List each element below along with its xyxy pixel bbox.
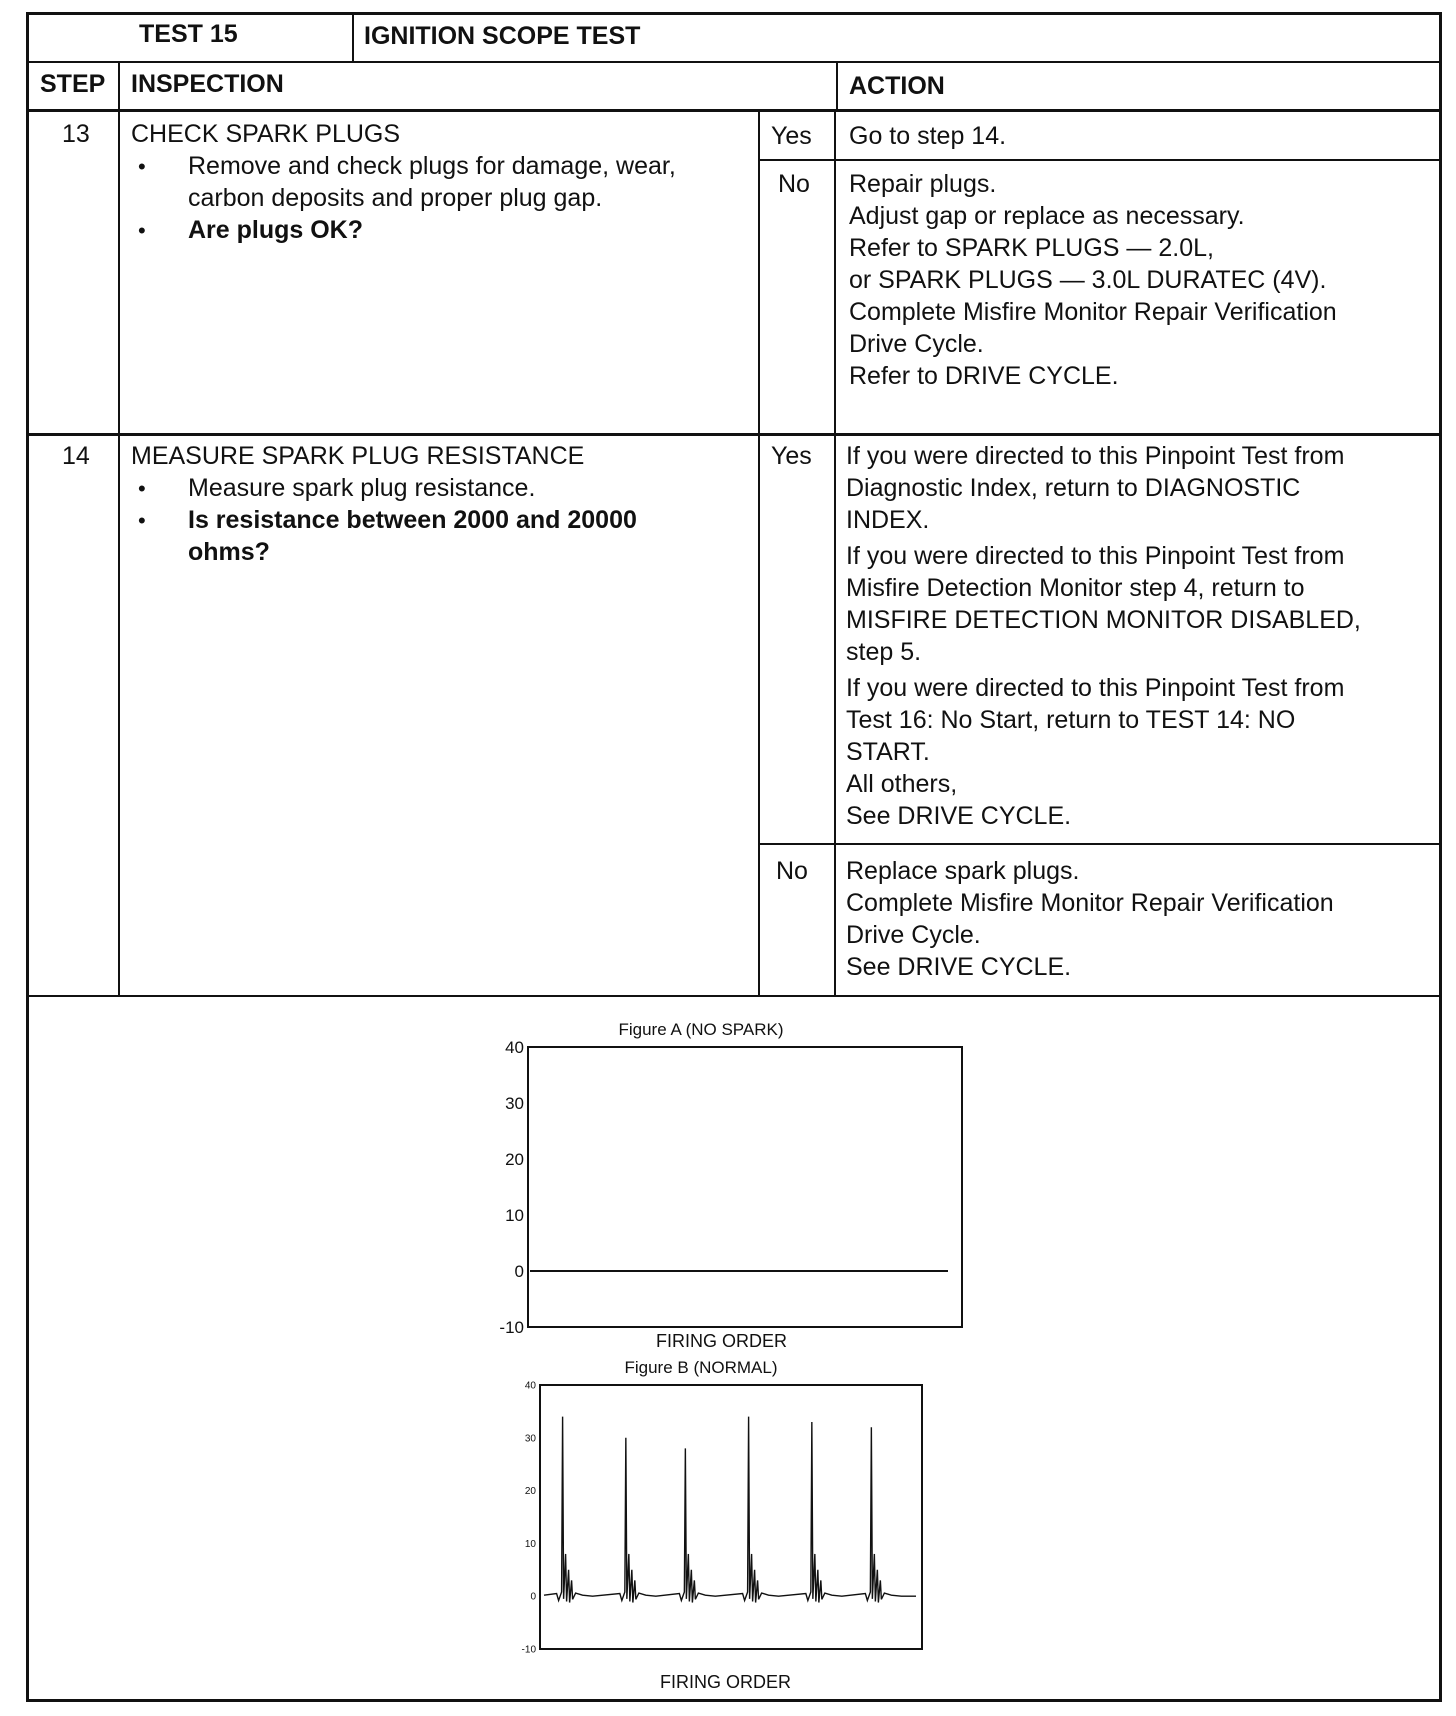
- figure-b-plot-frame: [540, 1385, 922, 1649]
- title-divider: [352, 12, 354, 62]
- test-title: IGNITION SCOPE TEST: [364, 22, 641, 50]
- y-tick-label: 20: [524, 1486, 536, 1498]
- frame-top: [26, 12, 1442, 15]
- step14-yes-no-separator: [758, 843, 1442, 845]
- y-tick-label: 30: [505, 1093, 524, 1113]
- y-tick-label: -10: [499, 1317, 524, 1337]
- action-column-divider-header: [836, 61, 838, 111]
- step14-question: Is resistance between 2000 and 20000 ohms?: [188, 506, 637, 566]
- step14-title: MEASURE SPARK PLUG RESISTANCE: [131, 442, 585, 470]
- bullet-icon: •: [138, 508, 146, 533]
- step-column-divider: [118, 61, 120, 997]
- step13-no-label: No: [778, 170, 810, 198]
- y-tick-label: 10: [524, 1538, 536, 1550]
- y-tick-label: 40: [505, 1037, 524, 1057]
- figure-a-chart: [456, 1007, 1036, 1347]
- step-separator: [26, 433, 1442, 436]
- figure-b-title: Figure B (NORMAL): [624, 1358, 778, 1377]
- step14-no-label: No: [776, 857, 808, 885]
- y-tick-label: -10: [521, 1644, 536, 1656]
- figure-a-plot-frame: [528, 1047, 962, 1327]
- y-tick-label: 0: [514, 1261, 524, 1281]
- step14-no-action: Replace spark plugs. Complete Misfire Monitor Repair Verification Drive Cycle. See DRIVE CYCLE.: [846, 857, 1334, 981]
- frame-left: [26, 12, 29, 1702]
- frame-right: [1439, 12, 1442, 1702]
- step14-number: 14: [62, 442, 90, 470]
- y-tick-label: 40: [524, 1380, 536, 1392]
- table-bottom: [26, 995, 1442, 997]
- action-column-header: ACTION: [849, 72, 945, 100]
- test-number: TEST 15: [139, 20, 238, 48]
- y-tick-label: 10: [505, 1205, 524, 1225]
- step-column-header: STEP: [40, 70, 106, 98]
- step14-yes-action: If you were directed to this Pinpoint Test from Diagnostic Index, return to DIAGNOSTIC INDEX. If you were directed to this Pinpoint Test from Misfire Detection Monitor step 4, return to MISFIRE DETECTION MONITOR DISABLED, step 5. If you were directed to this Pinpoint Test from Test 16: No Start, return to TEST 14: NO START. All others, See DRIVE CYCLE.: [846, 442, 1361, 830]
- step14-yes-label: Yes: [771, 442, 812, 470]
- step13-title: CHECK SPARK PLUGS: [131, 120, 401, 148]
- inspection-column-header: INSPECTION: [131, 70, 284, 98]
- y-tick-label: 20: [505, 1149, 524, 1169]
- step14-bullet-1: Measure spark plug resistance.: [188, 474, 536, 502]
- y-tick-label: 30: [524, 1433, 536, 1445]
- bullet-icon: •: [138, 154, 146, 179]
- frame-bottom: [26, 1699, 1442, 1702]
- title-underline: [26, 61, 1442, 63]
- yes-no-divider: [758, 111, 760, 997]
- figure-b-chart: [496, 1355, 1016, 1675]
- step13-yes-action: Go to step 14.: [849, 122, 1007, 150]
- action-column-divider: [834, 111, 836, 997]
- bullet-icon: •: [138, 476, 146, 501]
- figure-b-xlabel: FIRING ORDER: [660, 1672, 792, 1692]
- header-underline: [26, 109, 1442, 112]
- step13-question: Are plugs OK?: [188, 216, 364, 244]
- step13-no-action: Repair plugs. Adjust gap or replace as necessary. Refer to SPARK PLUGS — 2.0L, or SPARK PLUGS — 3.0L DURATEC (4V). Complete Misfire Monitor Repair Verification Drive Cycle. Refer to DRIVE CYCLE.: [849, 170, 1337, 390]
- y-tick-label: 0: [530, 1591, 536, 1603]
- figure-b-waveform: [544, 1417, 916, 1603]
- step13-bullet-1: Remove and check plugs for damage, wear, carbon deposits and proper plug gap.: [188, 152, 676, 212]
- ignition-scope-test-sheet: [26, 12, 1442, 1702]
- step13-yes-no-separator: [758, 159, 1442, 161]
- figure-a-xlabel: FIRING ORDER: [656, 1331, 788, 1351]
- bullet-icon: •: [138, 218, 146, 243]
- step13-yes-label: Yes: [771, 122, 812, 150]
- step13-number: 13: [62, 120, 90, 148]
- figure-a-title: Figure A (NO SPARK): [618, 1020, 784, 1039]
